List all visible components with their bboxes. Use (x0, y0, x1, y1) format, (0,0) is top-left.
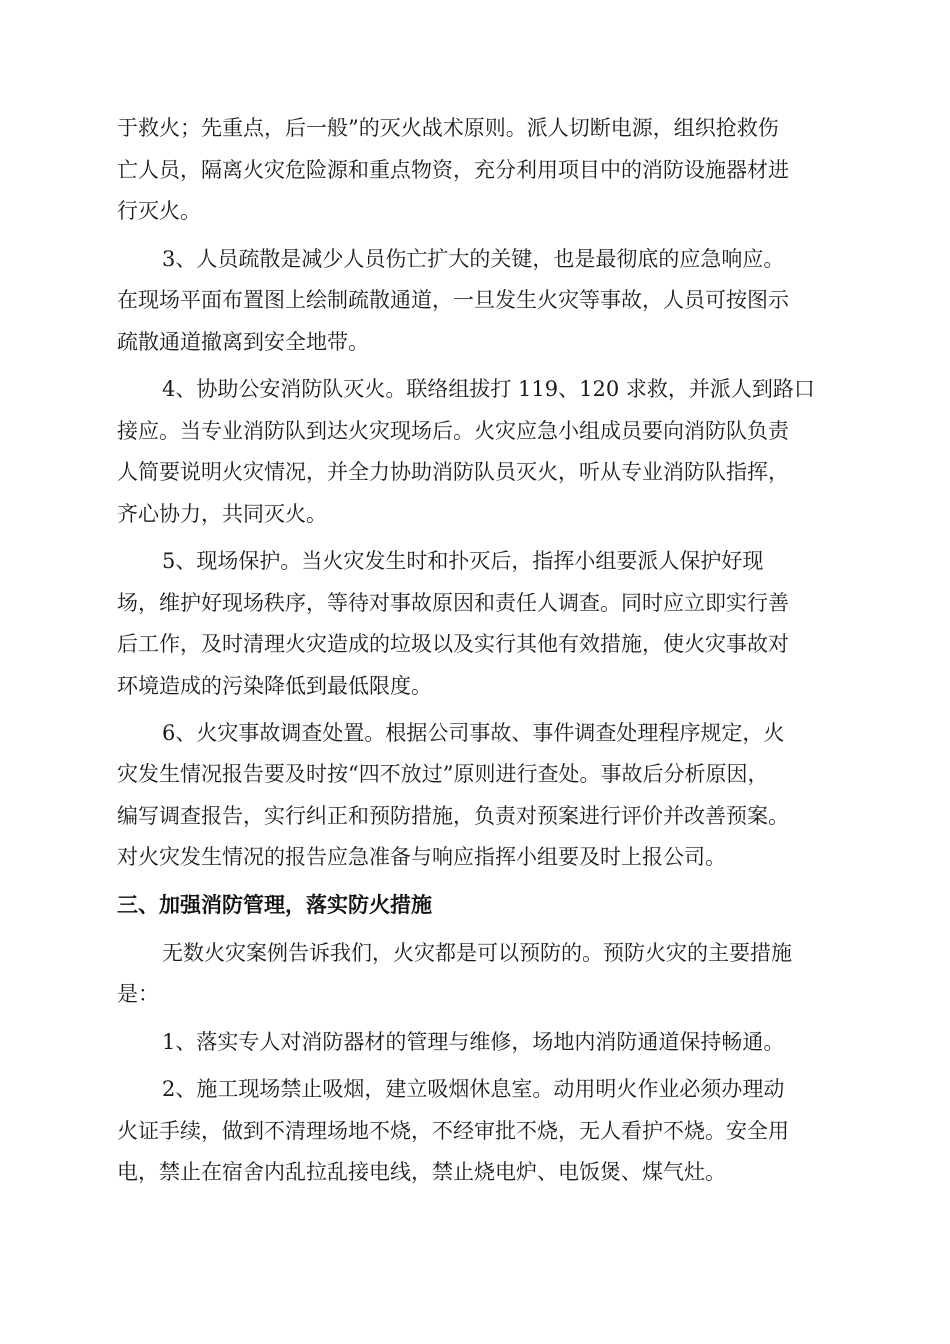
paragraph-line: 1、落实专人对消防器材的管理与维修，场地内消防通道保持畅通。 (162, 1030, 785, 1054)
paragraph-line: 对火灾发生情况的报告应急准备与响应指挥小组要及时上报公司。 (117, 845, 726, 869)
paragraph-line: 3、人员疏散是减少人员伤亡扩大的关键，也是最彻底的应急响应。 (162, 247, 785, 271)
section-heading: 三、加强消防管理，落实防火措施 (117, 893, 432, 917)
paragraph-line: 于救火；先重点，后一般”的灭火战术原则。派人切断电源，组织抢救伤 (117, 116, 779, 140)
paragraph-line: 行灭火。 (117, 199, 201, 223)
paragraph-line: 灾发生情况报告要及时按“四不放过”原则进行查处。事故后分析原因， (117, 762, 769, 786)
paragraph-line: 5、现场保护。当火灾发生时和扑灭后，指挥小组要派人保护好现 (162, 549, 764, 573)
paragraph-line: 电，禁止在宿舍内乱拉乱接电线，禁止烧电炉、电饭煲、煤气灶。 (117, 1160, 726, 1184)
paragraph-line: 齐心协力，共同灭火。 (117, 502, 327, 526)
paragraph-line: 无数火灾案例告诉我们，火灾都是可以预防的。预防火灾的主要措施 (162, 941, 792, 965)
paragraph-line: 后工作，及时清理火灾造成的垃圾以及实行其他有效措施，使火灾事故对 (117, 632, 789, 656)
paragraph-line: 4、协助公安消防队灭火。联络组拔打 119、120 求救，并派人到路口 (162, 377, 815, 401)
paragraph-line: 是： (117, 982, 159, 1006)
paragraph-line: 接应。当专业消防队到达火灾现场后。火灾应急小组成员要向消防队负责 (117, 419, 789, 443)
paragraph-line: 2、施工现场禁止吸烟，建立吸烟休息室。动用明火作业必须办理动 (162, 1077, 785, 1101)
paragraph-line: 编写调查报告，实行纠正和预防措施，负责对预案进行评价并改善预案。 (117, 804, 789, 828)
paragraph-line: 在现场平面布置图上绘制疏散通道，一旦发生火灾等事故，人员可按图示 (117, 288, 789, 312)
paragraph-line: 环境造成的污染降低到最低限度。 (117, 674, 432, 698)
paragraph-line: 场，维护好现场秩序，等待对事故原因和责任人调查。同时应立即实行善 (117, 591, 789, 615)
paragraph-line: 火证手续，做到不清理场地不烧，不经审批不烧，无人看护不烧。安全用 (117, 1119, 789, 1143)
paragraph-line: 亡人员，隔离火灾危险源和重点物资，充分利用项目中的消防设施器材进 (117, 158, 789, 182)
paragraph-line: 人简要说明火灾情况，并全力协助消防队员灭火，听从专业消防队指挥， (117, 460, 789, 484)
paragraph-line: 疏散通道撤离到安全地带。 (117, 330, 369, 354)
paragraph-line: 6、火灾事故调查处置。根据公司事故、事件调查处理程序规定，火 (162, 721, 785, 745)
